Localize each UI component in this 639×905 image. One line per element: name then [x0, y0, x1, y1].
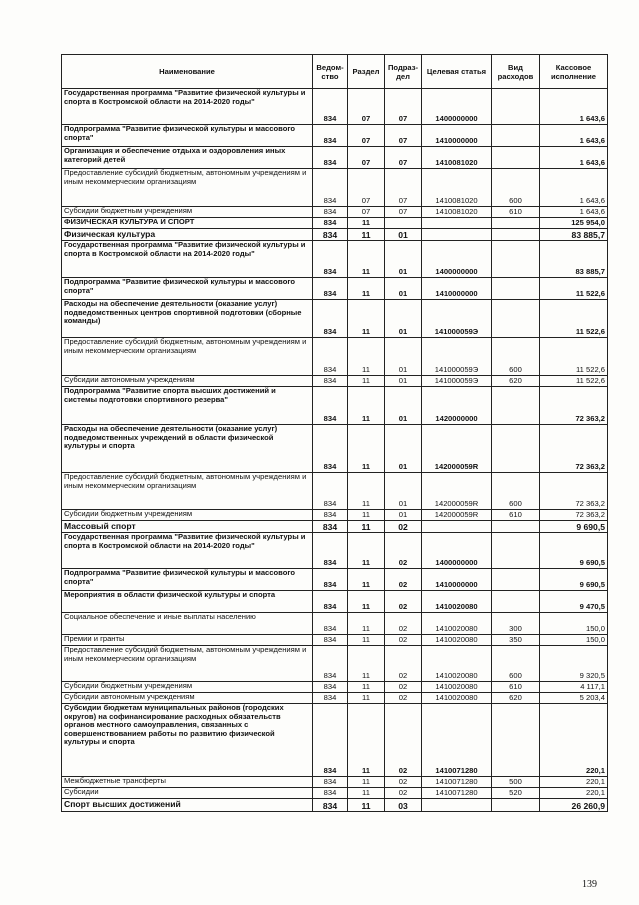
row-name: ФИЗИЧЕСКАЯ КУЛЬТУРА И СПОРТ [62, 218, 313, 229]
row-exptype [492, 533, 540, 569]
row-amount: 72 363,2 [540, 473, 608, 510]
row-exptype: 520 [492, 788, 540, 799]
row-exptype [492, 704, 540, 777]
row-exptype [492, 218, 540, 229]
row-subsection: 07 [385, 207, 422, 218]
row-section: 11 [348, 533, 385, 569]
row-name: Предоставление субсидий бюджетным, автономным учреждениям и иным некоммерческим организациям [62, 169, 313, 207]
row-subsection: 03 [385, 799, 422, 812]
row-name: Расходы на обеспечение деятельности (оказание услуг) подведомственных учреждений в области физической культуры и спорта [62, 425, 313, 473]
row-subsection: 01 [385, 425, 422, 473]
row-target: 1410020080 [422, 693, 492, 704]
row-name: Межбюджетные трансферты [62, 777, 313, 788]
row-amount: 72 363,2 [540, 387, 608, 425]
row-amount: 83 885,7 [540, 241, 608, 278]
header-subsection: Подраз-дел [385, 55, 422, 89]
row-section: 11 [348, 376, 385, 387]
table-row [62, 300, 608, 338]
row-name: Государственная программа "Развитие физической культуры и спорта в Костромской области на 2014-2020 годы" [62, 241, 313, 278]
row-section: 11 [348, 229, 385, 241]
row-target: 1410020080 [422, 646, 492, 682]
row-target: 1410071280 [422, 777, 492, 788]
row-name: Социальное обеспечение и иные выплаты населению [62, 613, 313, 635]
row-subsection: 02 [385, 635, 422, 646]
row-dept: 834 [313, 300, 348, 338]
page-number: 139 [582, 879, 597, 890]
row-name: Массовый спорт [62, 521, 313, 533]
row-amount: 9 690,5 [540, 569, 608, 591]
table-body [62, 89, 608, 812]
row-section: 11 [348, 473, 385, 510]
header-dept: Ведом-ство [313, 55, 348, 89]
row-target: 1410000000 [422, 569, 492, 591]
row-amount: 72 363,2 [540, 510, 608, 521]
row-target: 1410020080 [422, 591, 492, 613]
row-section: 11 [348, 591, 385, 613]
row-section: 11 [348, 300, 385, 338]
row-section: 11 [348, 338, 385, 376]
row-name: Подпрограмма "Развитие физической культуры и массового спорта" [62, 569, 313, 591]
row-name: Субсидии автономным учреждениям [62, 693, 313, 704]
row-amount: 9 690,5 [540, 521, 608, 533]
table-row [62, 376, 608, 387]
row-subsection [385, 218, 422, 229]
table-row [62, 125, 608, 147]
table-row [62, 241, 608, 278]
row-section: 07 [348, 147, 385, 169]
row-dept: 834 [313, 218, 348, 229]
row-subsection: 02 [385, 788, 422, 799]
row-exptype: 600 [492, 338, 540, 376]
row-amount: 72 363,2 [540, 425, 608, 473]
row-subsection: 01 [385, 229, 422, 241]
row-subsection: 02 [385, 521, 422, 533]
row-amount: 1 643,6 [540, 147, 608, 169]
row-subsection: 01 [385, 278, 422, 300]
row-amount: 9 690,5 [540, 533, 608, 569]
table-row [62, 229, 608, 241]
row-amount: 150,0 [540, 613, 608, 635]
row-subsection: 02 [385, 704, 422, 777]
table-row [62, 646, 608, 682]
header-name: Наименование [62, 55, 313, 89]
row-dept: 834 [313, 682, 348, 693]
row-exptype [492, 278, 540, 300]
row-dept: 834 [313, 376, 348, 387]
row-exptype [492, 521, 540, 533]
row-name: Субсидии [62, 788, 313, 799]
row-amount: 9 470,5 [540, 591, 608, 613]
row-target: 1410081020 [422, 207, 492, 218]
row-dept: 834 [313, 704, 348, 777]
row-subsection: 01 [385, 473, 422, 510]
row-dept: 834 [313, 777, 348, 788]
row-dept: 834 [313, 338, 348, 376]
row-dept: 834 [313, 241, 348, 278]
row-section: 07 [348, 207, 385, 218]
table-row [62, 799, 608, 812]
row-amount: 1 643,6 [540, 169, 608, 207]
row-exptype: 600 [492, 473, 540, 510]
row-dept: 834 [313, 207, 348, 218]
row-dept: 834 [313, 473, 348, 510]
row-target: 1410081020 [422, 147, 492, 169]
row-target: 1410071280 [422, 788, 492, 799]
row-section: 11 [348, 635, 385, 646]
table-row [62, 704, 608, 777]
row-section: 07 [348, 125, 385, 147]
row-exptype: 620 [492, 376, 540, 387]
table-row [62, 533, 608, 569]
row-dept: 834 [313, 169, 348, 207]
table-row [62, 207, 608, 218]
row-subsection: 02 [385, 646, 422, 682]
row-exptype [492, 591, 540, 613]
row-exptype: 500 [492, 777, 540, 788]
row-amount: 5 203,4 [540, 693, 608, 704]
row-section: 11 [348, 218, 385, 229]
table-row [62, 425, 608, 473]
row-target: 1400000000 [422, 241, 492, 278]
row-subsection: 02 [385, 777, 422, 788]
table-row [62, 682, 608, 693]
row-section: 11 [348, 387, 385, 425]
header-section: Раздел [348, 55, 385, 89]
row-name: Субсидии бюджетным учреждениям [62, 207, 313, 218]
row-section: 11 [348, 682, 385, 693]
table-header-row [62, 55, 608, 89]
table-row [62, 777, 608, 788]
row-target [422, 229, 492, 241]
row-target: 1410081020 [422, 169, 492, 207]
row-dept: 834 [313, 788, 348, 799]
row-section: 11 [348, 425, 385, 473]
row-amount: 220,1 [540, 777, 608, 788]
row-dept: 834 [313, 591, 348, 613]
row-exptype [492, 300, 540, 338]
table-row [62, 278, 608, 300]
row-target: 1420000000 [422, 387, 492, 425]
row-subsection: 07 [385, 125, 422, 147]
row-target [422, 799, 492, 812]
row-amount: 11 522,6 [540, 278, 608, 300]
row-section: 11 [348, 799, 385, 812]
row-section: 11 [348, 569, 385, 591]
row-target: 141000059Э [422, 376, 492, 387]
row-subsection: 02 [385, 682, 422, 693]
row-exptype [492, 425, 540, 473]
row-target: 1410000000 [422, 278, 492, 300]
row-subsection: 07 [385, 89, 422, 125]
row-dept: 834 [313, 387, 348, 425]
row-dept: 834 [313, 799, 348, 812]
row-dept: 834 [313, 425, 348, 473]
row-amount: 1 643,6 [540, 89, 608, 125]
row-section: 11 [348, 704, 385, 777]
table-row [62, 788, 608, 799]
table-row [62, 510, 608, 521]
row-dept: 834 [313, 89, 348, 125]
row-exptype: 350 [492, 635, 540, 646]
row-amount: 125 954,0 [540, 218, 608, 229]
table-row [62, 521, 608, 533]
row-subsection: 07 [385, 169, 422, 207]
row-dept: 834 [313, 569, 348, 591]
row-section: 11 [348, 278, 385, 300]
row-exptype [492, 125, 540, 147]
row-name: Премии и гранты [62, 635, 313, 646]
table-row [62, 338, 608, 376]
row-dept: 834 [313, 229, 348, 241]
row-dept: 834 [313, 125, 348, 147]
budget-table [61, 54, 608, 812]
row-exptype [492, 147, 540, 169]
row-name: Спорт высших достижений [62, 799, 313, 812]
row-name: Организация и обеспечение отдыха и оздоровления иных категорий детей [62, 147, 313, 169]
row-target: 1400000000 [422, 533, 492, 569]
table-row [62, 169, 608, 207]
row-section: 11 [348, 510, 385, 521]
row-target: 142000059R [422, 510, 492, 521]
row-exptype: 300 [492, 613, 540, 635]
row-amount: 1 643,6 [540, 125, 608, 147]
row-exptype: 610 [492, 207, 540, 218]
header-amount: Кассовое исполнение [540, 55, 608, 89]
row-amount: 220,1 [540, 704, 608, 777]
row-amount: 83 885,7 [540, 229, 608, 241]
table-row [62, 473, 608, 510]
row-name: Подпрограмма "Развитие физической культуры и массового спорта" [62, 125, 313, 147]
row-exptype: 600 [492, 169, 540, 207]
row-amount: 150,0 [540, 635, 608, 646]
table-row [62, 591, 608, 613]
row-section: 07 [348, 89, 385, 125]
row-dept: 834 [313, 646, 348, 682]
row-name: Предоставление субсидий бюджетным, автономным учреждениям и иным некоммерческим организациям [62, 338, 313, 376]
row-subsection: 02 [385, 693, 422, 704]
row-dept: 834 [313, 533, 348, 569]
row-exptype [492, 241, 540, 278]
header-exptype: Вид расходов [492, 55, 540, 89]
row-name: Подпрограмма "Развитие физической культуры и массового спорта" [62, 278, 313, 300]
row-exptype: 610 [492, 510, 540, 521]
row-exptype [492, 387, 540, 425]
row-exptype: 610 [492, 682, 540, 693]
table-row [62, 89, 608, 125]
row-subsection: 01 [385, 338, 422, 376]
row-subsection: 02 [385, 533, 422, 569]
row-section: 11 [348, 521, 385, 533]
row-subsection: 01 [385, 300, 422, 338]
table-row [62, 569, 608, 591]
row-subsection: 02 [385, 591, 422, 613]
row-target [422, 218, 492, 229]
row-exptype: 600 [492, 646, 540, 682]
row-dept: 834 [313, 613, 348, 635]
row-amount: 11 522,6 [540, 300, 608, 338]
row-dept: 834 [313, 510, 348, 521]
row-target: 1410020080 [422, 613, 492, 635]
row-amount: 26 260,9 [540, 799, 608, 812]
row-dept: 834 [313, 147, 348, 169]
row-section: 11 [348, 693, 385, 704]
row-dept: 834 [313, 693, 348, 704]
row-section: 11 [348, 613, 385, 635]
row-exptype [492, 89, 540, 125]
row-name: Мероприятия в области физической культуры и спорта [62, 591, 313, 613]
row-amount: 11 522,6 [540, 376, 608, 387]
header-target: Целевая статья [422, 55, 492, 89]
row-name: Субсидии бюджетным учреждениям [62, 510, 313, 521]
row-section: 11 [348, 788, 385, 799]
row-name: Расходы на обеспечение деятельности (оказание услуг) подведомственных центров спортивной подготовки (сборные команды) [62, 300, 313, 338]
row-amount: 1 643,6 [540, 207, 608, 218]
row-name: Предоставление субсидий бюджетным, автономным учреждениям и иным некоммерческим организациям [62, 473, 313, 510]
row-exptype [492, 569, 540, 591]
row-subsection: 01 [385, 376, 422, 387]
row-name: Физическая культура [62, 229, 313, 241]
row-target: 1400000000 [422, 89, 492, 125]
row-dept: 834 [313, 278, 348, 300]
row-subsection: 07 [385, 147, 422, 169]
row-dept: 834 [313, 635, 348, 646]
row-name: Субсидии бюджетам муниципальных районов (городских округов) на софинансирование расходных обязательств органов местного самоуправления, связанных с совершенствованием работы по развитию физической культуры и спорта [62, 704, 313, 777]
row-exptype: 620 [492, 693, 540, 704]
row-name: Субсидии автономным учреждениям [62, 376, 313, 387]
row-name: Субсидии бюджетным учреждениям [62, 682, 313, 693]
row-target: 1410020080 [422, 635, 492, 646]
table-row [62, 218, 608, 229]
row-subsection: 02 [385, 569, 422, 591]
row-target: 1410071280 [422, 704, 492, 777]
row-target: 141000059Э [422, 300, 492, 338]
row-amount: 220,1 [540, 788, 608, 799]
row-section: 11 [348, 646, 385, 682]
row-target: 142000059R [422, 473, 492, 510]
row-target: 1410020080 [422, 682, 492, 693]
row-subsection: 01 [385, 387, 422, 425]
table-row [62, 613, 608, 635]
row-section: 11 [348, 777, 385, 788]
row-name: Подпрограмма "Развитие спорта высших достижений и системы подготовки спортивного резерва" [62, 387, 313, 425]
row-amount: 11 522,6 [540, 338, 608, 376]
row-dept: 834 [313, 521, 348, 533]
row-section: 07 [348, 169, 385, 207]
row-exptype [492, 229, 540, 241]
row-target: 141000059Э [422, 338, 492, 376]
row-exptype [492, 799, 540, 812]
row-target: 142000059R [422, 425, 492, 473]
row-target [422, 521, 492, 533]
row-target: 1410000000 [422, 125, 492, 147]
row-section: 11 [348, 241, 385, 278]
table-row [62, 693, 608, 704]
table-row [62, 635, 608, 646]
row-name: Государственная программа "Развитие физической культуры и спорта в Костромской области на 2014-2020 годы" [62, 89, 313, 125]
row-subsection: 01 [385, 241, 422, 278]
table-row [62, 147, 608, 169]
row-name: Предоставление субсидий бюджетным, автономным учреждениям и иным некоммерческим организациям [62, 646, 313, 682]
row-amount: 9 320,5 [540, 646, 608, 682]
row-amount: 4 117,1 [540, 682, 608, 693]
row-subsection: 02 [385, 613, 422, 635]
row-subsection: 01 [385, 510, 422, 521]
table-row [62, 387, 608, 425]
row-name: Государственная программа "Развитие физической культуры и спорта в Костромской области на 2014-2020 годы" [62, 533, 313, 569]
